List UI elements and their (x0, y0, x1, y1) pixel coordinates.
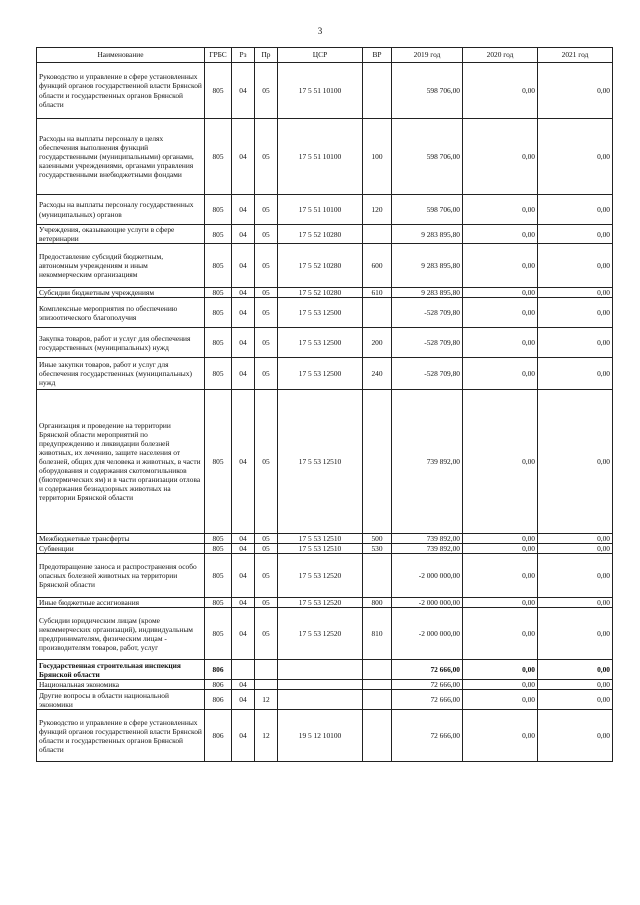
row-grbs: 805 (205, 244, 232, 288)
row-name: Субсидии юридическим лицам (кроме некоммерческих организаций), индивидуальным предпринимателям, физическим лицам - производителям товаров, работ, услуг (37, 608, 205, 660)
row-2021: 0,00 (538, 63, 613, 119)
row-2020: 0,00 (463, 298, 538, 328)
row-rz: 04 (232, 195, 255, 225)
row-2021: 0,00 (538, 225, 613, 244)
row-csr: 17 5 52 10280 (278, 244, 363, 288)
table-row (37, 63, 613, 119)
row-csr: 17 5 53 12500 (278, 358, 363, 390)
row-2021: 0,00 (538, 680, 613, 690)
row-vr (363, 63, 392, 119)
row-2021: 0,00 (538, 288, 613, 298)
row-2021: 0,00 (538, 119, 613, 195)
row-grbs: 806 (205, 710, 232, 762)
row-csr: 17 5 51 10100 (278, 119, 363, 195)
row-rz: 04 (232, 608, 255, 660)
row-grbs: 806 (205, 680, 232, 690)
row-grbs: 805 (205, 195, 232, 225)
row-grbs: 805 (205, 63, 232, 119)
row-2021: 0,00 (538, 544, 613, 554)
row-grbs: 805 (205, 608, 232, 660)
row-name: Иные закупки товаров, работ и услуг для обеспечения государственных (муниципальных) нужд (37, 358, 205, 390)
row-vr (363, 680, 392, 690)
row-name: Расходы на выплаты персоналу в целях обеспечения выполнения функций государственными (муниципальными) органами, казенными учреждениями, органами управления государственными внебюджетными фондами (37, 119, 205, 195)
row-rz: 04 (232, 544, 255, 554)
row-2020: 0,00 (463, 544, 538, 554)
row-2019: 598 706,00 (392, 63, 463, 119)
row-2019: 72 666,00 (392, 710, 463, 762)
row-csr (278, 660, 363, 680)
budget-table (36, 47, 613, 762)
row-2020: 0,00 (463, 598, 538, 608)
row-rz: 04 (232, 119, 255, 195)
row-2019: -528 709,80 (392, 358, 463, 390)
row-2020: 0,00 (463, 63, 538, 119)
row-2020: 0,00 (463, 534, 538, 544)
row-2020: 0,00 (463, 225, 538, 244)
row-2019: 598 706,00 (392, 195, 463, 225)
table-row (37, 390, 613, 534)
row-2019: 72 666,00 (392, 660, 463, 680)
row-grbs: 805 (205, 298, 232, 328)
row-2019: 739 892,00 (392, 534, 463, 544)
row-csr: 17 5 53 12510 (278, 390, 363, 534)
row-2021: 0,00 (538, 244, 613, 288)
row-vr (363, 660, 392, 680)
header-grbs: ГРБС (205, 48, 232, 63)
row-name: Учреждения, оказывающие услуги в сфере ветеринарии (37, 225, 205, 244)
row-csr: 17 5 52 10280 (278, 288, 363, 298)
row-2019: -528 709,80 (392, 298, 463, 328)
row-name: Национальная экономика (37, 680, 205, 690)
row-2019: 9 283 895,80 (392, 288, 463, 298)
row-csr: 17 5 51 10100 (278, 195, 363, 225)
row-rz: 04 (232, 225, 255, 244)
row-pr: 05 (255, 225, 278, 244)
row-vr: 200 (363, 328, 392, 358)
row-rz: 04 (232, 598, 255, 608)
row-csr: 17 5 53 12520 (278, 598, 363, 608)
row-rz: 04 (232, 554, 255, 598)
row-name: Комплексные мероприятия по обеспечению эпизоотического благополучия (37, 298, 205, 328)
table-row (37, 119, 613, 195)
row-name: Другие вопросы в области национальной экономики (37, 690, 205, 710)
row-vr: 610 (363, 288, 392, 298)
row-pr: 05 (255, 544, 278, 554)
row-grbs: 805 (205, 328, 232, 358)
row-pr: 05 (255, 195, 278, 225)
row-csr: 17 5 53 12520 (278, 608, 363, 660)
row-name: Межбюджетные трансферты (37, 534, 205, 544)
row-rz: 04 (232, 63, 255, 119)
row-pr: 05 (255, 534, 278, 544)
row-csr: 19 5 12 10100 (278, 710, 363, 762)
table-row (37, 298, 613, 328)
row-rz: 04 (232, 358, 255, 390)
row-vr (363, 390, 392, 534)
row-csr: 17 5 52 10280 (278, 225, 363, 244)
row-pr: 12 (255, 710, 278, 762)
row-2021: 0,00 (538, 554, 613, 598)
row-2019: 739 892,00 (392, 390, 463, 534)
row-name: Предоставление субсидий бюджетным, автономным учреждениям и иным некоммерческим организациям (37, 244, 205, 288)
table-row (37, 680, 613, 690)
row-pr: 05 (255, 608, 278, 660)
row-2020: 0,00 (463, 119, 538, 195)
row-grbs: 805 (205, 554, 232, 598)
row-2020: 0,00 (463, 680, 538, 690)
row-rz (232, 660, 255, 680)
row-name: Организация и проведение на территории Брянской области мероприятий по предупреждению и ликвидации болезней животных, их лечению, защите населения от болезней, общих для человека и животных, в части оборудования и содержания скотомогильников (биотермических ям) и в части организации отлова и содержания безнадзорных животных на территории Брянской области (37, 390, 205, 534)
table-row (37, 608, 613, 660)
row-2019: 72 666,00 (392, 680, 463, 690)
table-row (37, 554, 613, 598)
row-vr: 120 (363, 195, 392, 225)
table-row (37, 534, 613, 544)
row-2021: 0,00 (538, 390, 613, 534)
row-vr (363, 298, 392, 328)
row-2021: 0,00 (538, 690, 613, 710)
row-csr: 17 5 53 12500 (278, 328, 363, 358)
row-grbs: 805 (205, 544, 232, 554)
row-rz: 04 (232, 680, 255, 690)
row-pr: 05 (255, 244, 278, 288)
row-vr (363, 710, 392, 762)
row-vr: 530 (363, 544, 392, 554)
row-name: Государственная строительная инспекция Брянской области (37, 660, 205, 680)
row-rz: 04 (232, 690, 255, 710)
row-name: Субвенции (37, 544, 205, 554)
row-2020: 0,00 (463, 244, 538, 288)
row-2021: 0,00 (538, 660, 613, 680)
table-row (37, 328, 613, 358)
table-row (37, 195, 613, 225)
header-pr: Пр (255, 48, 278, 63)
row-vr: 500 (363, 534, 392, 544)
row-vr: 810 (363, 608, 392, 660)
header-vr: ВР (363, 48, 392, 63)
row-2020: 0,00 (463, 390, 538, 534)
header-rz: Рз (232, 48, 255, 63)
table-row (37, 544, 613, 554)
header-2021: 2021 год (538, 48, 613, 63)
row-vr: 600 (363, 244, 392, 288)
row-2019: -2 000 000,00 (392, 598, 463, 608)
row-2020: 0,00 (463, 288, 538, 298)
row-rz: 04 (232, 328, 255, 358)
row-grbs: 805 (205, 390, 232, 534)
row-pr: 05 (255, 288, 278, 298)
row-rz: 04 (232, 390, 255, 534)
row-grbs: 806 (205, 690, 232, 710)
table-row (37, 710, 613, 762)
row-2020: 0,00 (463, 328, 538, 358)
table-row (37, 660, 613, 680)
table-row (37, 288, 613, 298)
row-pr (255, 680, 278, 690)
row-csr: 17 5 51 10100 (278, 63, 363, 119)
row-rz: 04 (232, 288, 255, 298)
row-grbs: 805 (205, 225, 232, 244)
row-2021: 0,00 (538, 358, 613, 390)
header-2019: 2019 год (392, 48, 463, 63)
row-2021: 0,00 (538, 598, 613, 608)
row-2021: 0,00 (538, 298, 613, 328)
row-2019: 72 666,00 (392, 690, 463, 710)
row-2020: 0,00 (463, 358, 538, 390)
row-pr: 12 (255, 690, 278, 710)
row-name: Предотвращение заноса и распространения особо опасных болезней животных на территории Брянской области (37, 554, 205, 598)
row-grbs: 806 (205, 660, 232, 680)
row-rz: 04 (232, 244, 255, 288)
row-pr: 05 (255, 390, 278, 534)
row-2021: 0,00 (538, 534, 613, 544)
row-pr: 05 (255, 554, 278, 598)
row-grbs: 805 (205, 358, 232, 390)
row-vr (363, 225, 392, 244)
row-grbs: 805 (205, 119, 232, 195)
row-2020: 0,00 (463, 195, 538, 225)
row-name: Закупка товаров, работ и услуг для обеспечения государственных (муниципальных) нужд (37, 328, 205, 358)
row-name: Субсидии бюджетным учреждениям (37, 288, 205, 298)
row-rz: 04 (232, 298, 255, 328)
row-name: Руководство и управление в сфере установленных функций органов государственной власти Брянской области и государственных органов Брянской области (37, 710, 205, 762)
row-csr: 17 5 53 12520 (278, 554, 363, 598)
row-csr (278, 690, 363, 710)
row-csr: 17 5 53 12510 (278, 534, 363, 544)
row-csr: 17 5 53 12510 (278, 544, 363, 554)
row-pr: 05 (255, 328, 278, 358)
row-csr (278, 680, 363, 690)
row-2019: -2 000 000,00 (392, 554, 463, 598)
row-vr: 800 (363, 598, 392, 608)
row-pr (255, 660, 278, 680)
row-pr: 05 (255, 298, 278, 328)
header-name: Наименование (37, 48, 205, 63)
row-rz: 04 (232, 710, 255, 762)
row-2021: 0,00 (538, 710, 613, 762)
row-pr: 05 (255, 119, 278, 195)
table-row (37, 244, 613, 288)
row-2021: 0,00 (538, 328, 613, 358)
header-csr: ЦСР (278, 48, 363, 63)
row-name: Иные бюджетные ассигнования (37, 598, 205, 608)
row-2020: 0,00 (463, 710, 538, 762)
table-row (37, 690, 613, 710)
row-pr: 05 (255, 63, 278, 119)
row-vr (363, 690, 392, 710)
row-2020: 0,00 (463, 690, 538, 710)
row-grbs: 805 (205, 288, 232, 298)
row-2020: 0,00 (463, 608, 538, 660)
row-pr: 05 (255, 598, 278, 608)
row-2019: 9 283 895,80 (392, 225, 463, 244)
table-row (37, 225, 613, 244)
row-grbs: 805 (205, 534, 232, 544)
row-name: Руководство и управление в сфере установленных функций органов государственной власти Брянской области и государственных органов Брянской области (37, 63, 205, 119)
row-2019: -2 000 000,00 (392, 608, 463, 660)
row-pr: 05 (255, 358, 278, 390)
row-vr (363, 554, 392, 598)
row-2019: 9 283 895,80 (392, 244, 463, 288)
row-2019: 739 892,00 (392, 544, 463, 554)
row-grbs: 805 (205, 598, 232, 608)
table-row (37, 598, 613, 608)
table-row (37, 358, 613, 390)
row-2020: 0,00 (463, 554, 538, 598)
row-csr: 17 5 53 12500 (278, 298, 363, 328)
row-2020: 0,00 (463, 660, 538, 680)
header-2020: 2020 год (463, 48, 538, 63)
row-vr: 240 (363, 358, 392, 390)
row-2019: 598 706,00 (392, 119, 463, 195)
table-header-row (37, 48, 613, 63)
row-rz: 04 (232, 534, 255, 544)
page-number: 3 (317, 26, 323, 36)
row-vr: 100 (363, 119, 392, 195)
row-2021: 0,00 (538, 608, 613, 660)
row-name: Расходы на выплаты персоналу государственных (муниципальных) органов (37, 195, 205, 225)
row-2021: 0,00 (538, 195, 613, 225)
row-2019: -528 709,80 (392, 328, 463, 358)
